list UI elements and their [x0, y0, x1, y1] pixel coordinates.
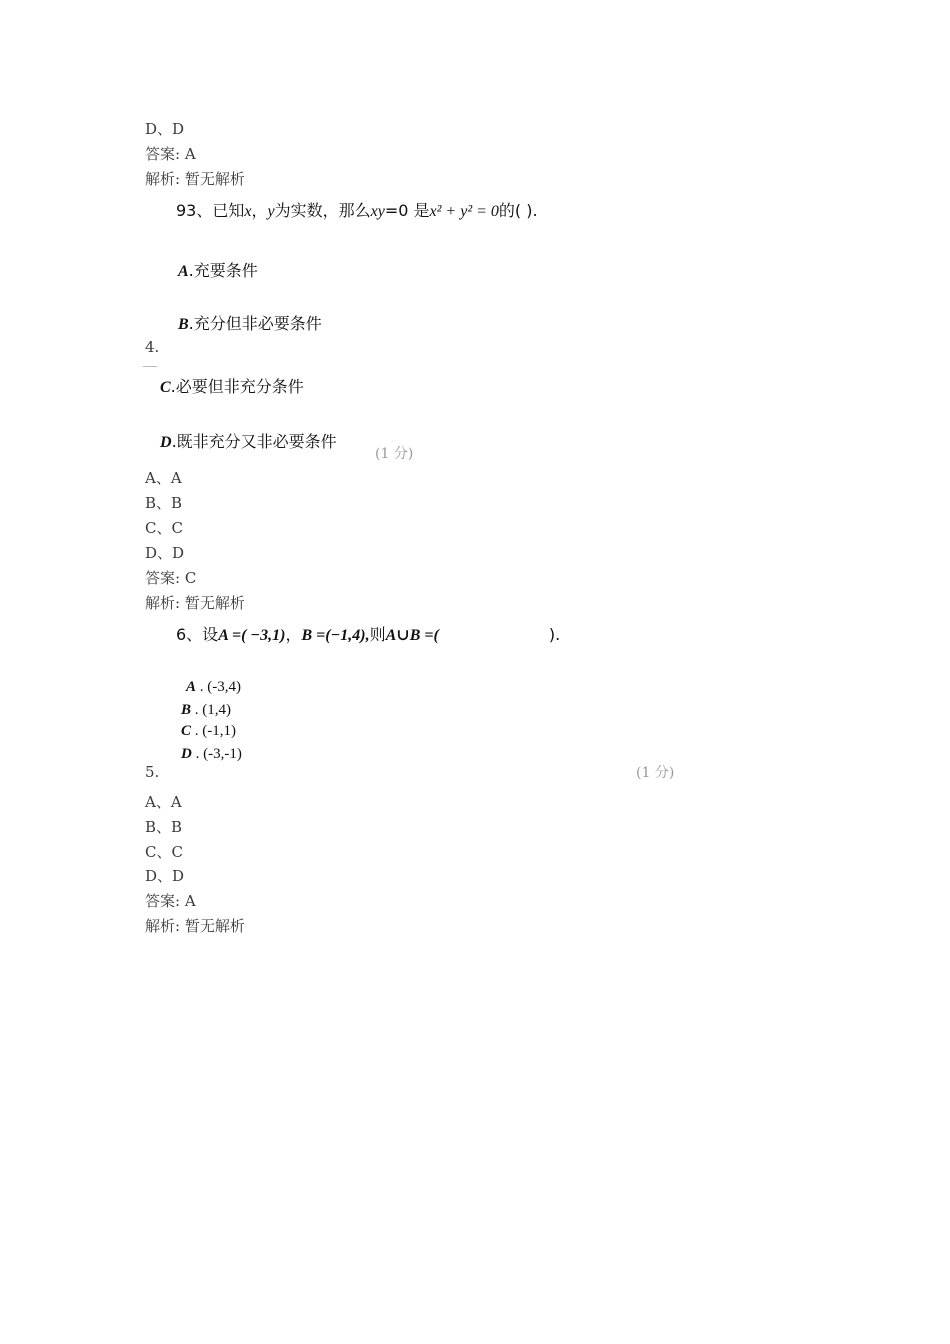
q5-option-b	[181, 702, 231, 719]
q4-option-c-letter: C	[160, 379, 171, 396]
q4-stem-end: 的( ).	[498, 201, 538, 220]
q5-stem	[176, 622, 560, 645]
q4-option-a	[178, 258, 258, 281]
q5-analysis: 解析: 暂无解析	[145, 917, 245, 935]
q4-option-a-text: .充要条件	[188, 261, 258, 280]
prev-option-d: D、D	[145, 120, 185, 138]
q5-choice-b: B、B	[145, 818, 183, 836]
q4-option-c-text: .必要但非充分条件	[170, 377, 304, 396]
q4-choice-d: D、D	[145, 544, 185, 562]
q4-expr-xy: xy	[370, 203, 385, 220]
q4-choice-a: A、A	[145, 469, 182, 487]
q4-option-b	[178, 311, 322, 334]
q5-sep: ，	[285, 625, 302, 644]
prev-analysis: 解析: 暂无解析	[145, 170, 245, 188]
q5-set-a: A =( −3,1)	[218, 627, 286, 644]
q4-option-c	[160, 374, 304, 397]
q5-set-b: B =(−1,4),	[301, 627, 370, 644]
q5-number: 5.	[145, 763, 160, 781]
q4-var-y: y	[267, 203, 275, 220]
q4-option-d	[160, 429, 337, 452]
q5-option-a-letter: A	[186, 679, 197, 695]
q5-score: (1 分)	[636, 765, 675, 781]
q4-number: 4.	[145, 338, 160, 356]
q4-answer: 答案: C	[145, 569, 197, 587]
q4-expr-sum-squares: x² + y² = 0	[429, 203, 499, 220]
q4-comma: ，	[251, 201, 268, 220]
q5-option-c-text: . (-1,1)	[191, 723, 237, 739]
q5-choice-c: C、C	[145, 843, 183, 861]
q5-union: A∪B =(	[385, 627, 439, 644]
q4-option-b-letter: B	[178, 316, 189, 333]
q5-option-b-text: . (1,4)	[191, 702, 232, 718]
q5-option-d-letter: D	[181, 746, 192, 762]
q5-option-c	[181, 723, 236, 740]
q5-option-c-letter: C	[181, 723, 192, 739]
q4-stem-mid: 为实数，那么	[274, 201, 371, 220]
q4-option-d-letter: D	[160, 434, 172, 451]
q4-choice-b: B、B	[145, 494, 183, 512]
q4-option-d-text: .既非充分又非必要条件	[171, 432, 337, 451]
q5-choice-d: D、D	[145, 867, 185, 885]
q4-eq-zero: =0 是	[384, 201, 430, 220]
divider-mark	[143, 366, 157, 367]
q4-option-a-letter: A	[178, 263, 189, 280]
q5-answer: 答案: A	[145, 892, 196, 910]
q4-score: (1 分)	[375, 446, 414, 462]
q4-choice-c: C、C	[145, 519, 183, 537]
q5-option-a-text: . (-3,4)	[196, 679, 242, 695]
q4-var-x: x	[244, 203, 252, 220]
q4-analysis: 解析: 暂无解析	[145, 594, 245, 612]
q5-option-a	[186, 679, 241, 696]
q5-stem-prefix: 6、设	[176, 625, 219, 644]
prev-answer: 答案: A	[145, 145, 196, 163]
q5-option-b-letter: B	[181, 702, 192, 718]
q4-stem-prefix: 93、已知	[176, 201, 245, 220]
q5-option-d	[181, 746, 242, 763]
q5-option-d-text: . (-3,-1)	[191, 746, 242, 762]
q5-stem-end: ).	[548, 625, 561, 644]
q5-choice-a: A、A	[145, 793, 182, 811]
q5-then: 则	[369, 625, 386, 644]
q4-option-b-text: .充分但非必要条件	[188, 314, 322, 333]
q4-stem	[176, 198, 538, 221]
